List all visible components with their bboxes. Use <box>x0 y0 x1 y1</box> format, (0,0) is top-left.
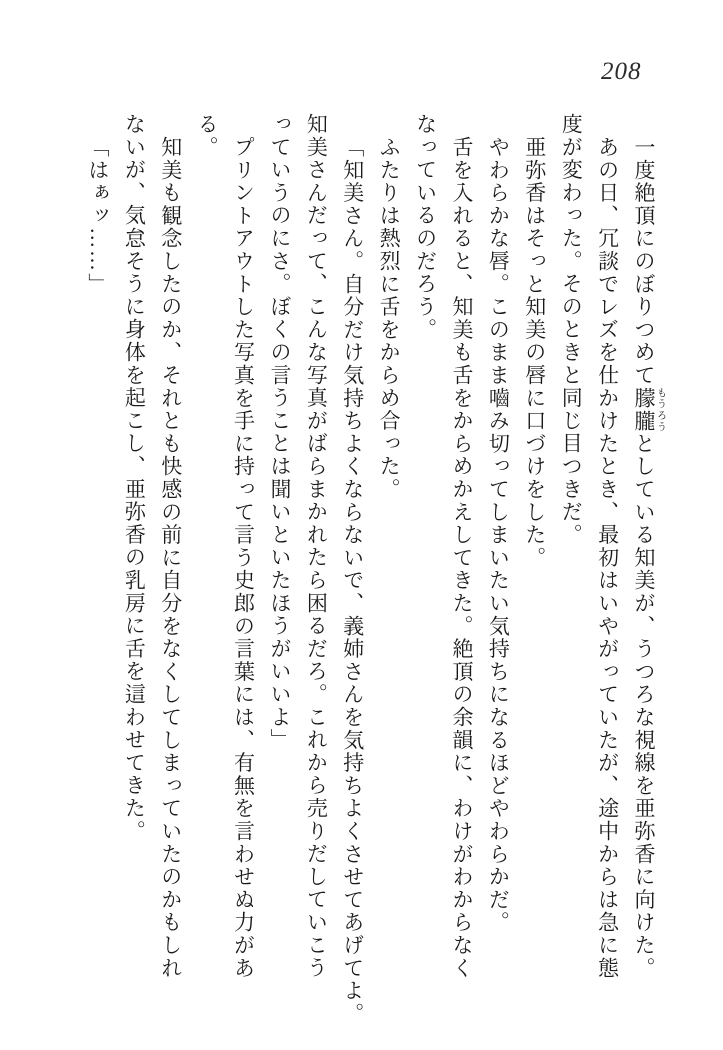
text-line: る。 <box>195 113 220 159</box>
ruby-text: もうろう <box>654 386 666 433</box>
ruby-annotation <box>632 386 666 433</box>
text-line: 舌を入れると、知美も舌をからめかえしてきた。絶頂の余韻に、わけがわからなく <box>449 136 474 980</box>
text-line: っていうのにさ。ぼくの言うことは聞いといたほうがいいよ」 <box>267 113 292 752</box>
text-line: 度が変わった。そのときと同じ目つきだ。 <box>559 113 584 547</box>
text-line: 知美も観念したのか、それとも快感の前に自分をなくしてしまっていたのかもしれ <box>158 136 183 980</box>
text-line: 「はぁッ……」 <box>85 136 110 296</box>
text-line: 「知美さん。自分だけ気持ちよくならないで、義姉さんを気持ちよくさせてあげてよ。 <box>340 136 365 1026</box>
text-line: ふたりは熱烈に舌をからめ合った。 <box>377 136 402 501</box>
text-line: 亜弥香はそっと知美の唇に口づけをした。 <box>522 136 547 570</box>
text-line: ないが、気怠そうに身体を起こし、亜弥香の乳房に舌を這わせてきた。 <box>122 113 147 843</box>
text-line: 知美さんだって、こんな写真がばらまかれたら困るだろ。これから売りだしていこう <box>304 113 329 980</box>
text-line: あの日、冗談でレズを仕かけたとき、最初はいやがっていたが、途中からは急に態 <box>595 136 620 980</box>
text-line: なっているのだろう。 <box>413 113 438 341</box>
text-segment: としている知美が、うつろな視線を亜弥香に向けた。 <box>632 432 656 980</box>
ruby-base: 朦朧 <box>632 386 656 433</box>
text-line: プリントアウトした写真を手に持って言う史郎の言葉には、有無を言わせぬ力があ <box>231 136 256 980</box>
page-number: 208 <box>601 58 642 85</box>
text-segment: 一度絶頂にのぼりつめて <box>632 136 656 387</box>
text-line: やわらかな唇。このまま嚙み切ってしまいたい気持ちになるほどやわらかだ。 <box>486 136 511 934</box>
text-line <box>626 113 665 1003</box>
vertical-text-block <box>80 113 666 1026</box>
